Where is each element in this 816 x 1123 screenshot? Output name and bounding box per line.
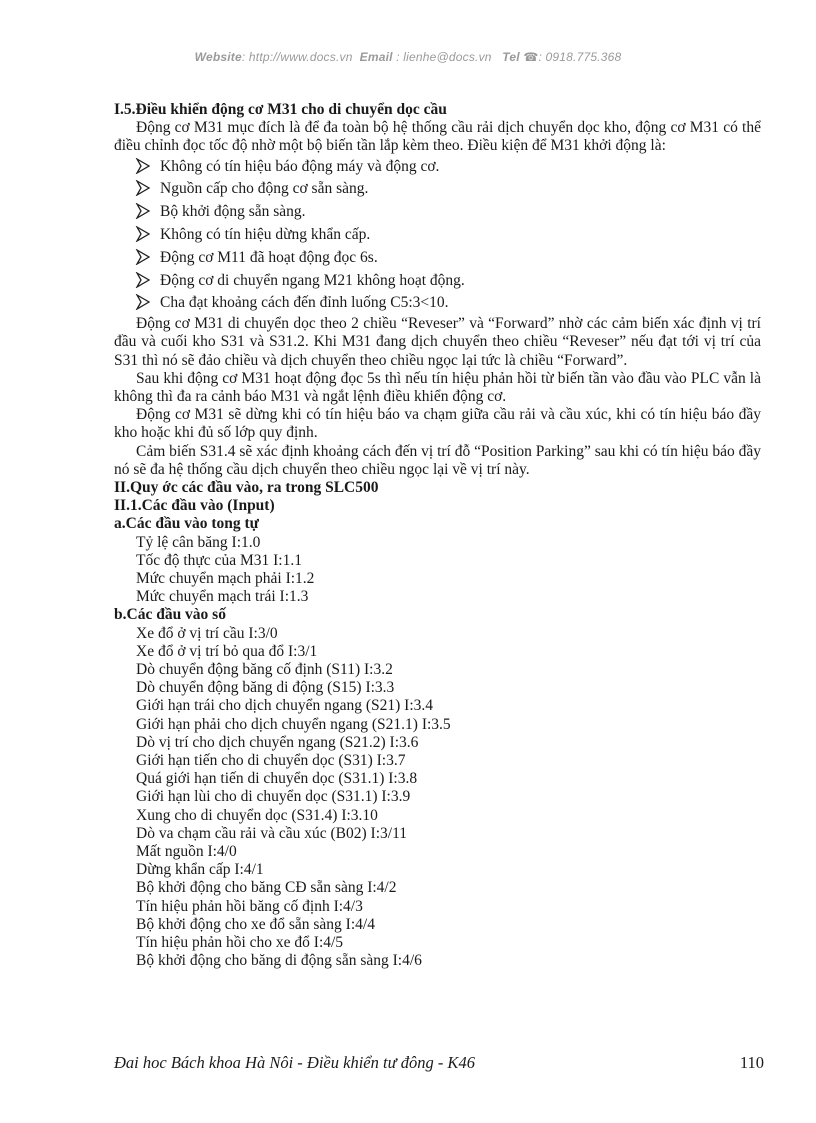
list-item: Dừng khẩn cấp I:4/1 <box>136 861 264 879</box>
phone-icon: ☎ <box>523 50 539 64</box>
start-conditions-list <box>114 156 761 316</box>
list-item: Quá giới hạn tiến di chuyển dọc (S31.1) I:3.8 <box>136 770 418 788</box>
arrow-bullet-icon <box>135 294 151 310</box>
list-item: Nguồn cấp cho động cơ sẵn sàng. <box>114 178 761 201</box>
arrow-bullet-icon <box>135 203 151 219</box>
list-item: Xe đổ ở vị trí bỏ qua đổ I:3/1 <box>136 642 318 660</box>
digital-inputs-list <box>114 625 761 971</box>
list-item: Bộ khởi động cho xe đổ sẵn sàng I:4/4 <box>136 915 375 933</box>
paragraph-parking-sensor: Cảm biến S31.4 sẽ xác định khoảng cách đến vị trí đỗ “Position Parking” sau khi có tín hiệu báo đầy nó sẽ đa hệ thống cầu dịch chuyển theo chiều ngọc lại về vị trí này. <box>114 442 761 478</box>
list-item: Mức chuyển mạch trái I:1.3 <box>136 588 309 606</box>
list-item: Cha đạt khoảng cách đến đỉnh luống C5:3<10. <box>114 292 761 315</box>
list-item: Không có tín hiệu báo động máy và động cơ. <box>114 156 761 179</box>
list-item: Tín hiệu phản hồi cho xe đổ I:4/5 <box>136 934 344 952</box>
paragraph-direction-sensors: Động cơ M31 di chuyển dọc theo 2 chiều “Reveser” và “Forward” nhờ các cảm biến xác định vị trí đầu và cuối kho S31 và S31.2. Khi M31 đang dịch chuyển theo chiều “Reveser” nếu đạt tới vị trí của S31 thì nó sẽ đảo chiều và dịch chuyển theo chiều ngọc lại tức là chiều “Forward”. <box>114 315 761 369</box>
subsection-heading-inputs: II.1.Các đầu vào (Input) <box>114 497 275 515</box>
list-item: Bộ khởi động cho băng CĐ sẵn sàng I:4/2 <box>136 879 397 897</box>
list-item: Tỷ lệ cân băng I:1.0 <box>136 533 261 551</box>
arrow-bullet-icon <box>135 249 151 265</box>
list-item: Xung cho di chuyển dọc (S31.4) I:3.10 <box>136 806 378 824</box>
intro-paragraph: Động cơ M31 mục đích là để đa toàn bộ hệ thống cầu rải dịch chuyển dọc kho, động cơ M31 có thể điều chỉnh đọc tốc độ nhờ một bộ biến tần lắp kèm theo. Điều kiện để M31 khởi động là: <box>114 119 761 155</box>
list-item: Bộ khởi động cho băng di động sẵn sàng I:4/6 <box>136 952 422 970</box>
page-footer <box>114 1053 764 1073</box>
list-item: Giới hạn phải cho dịch chuyển ngang (S21.1) I:3.5 <box>136 715 451 733</box>
website-value: : http://www.docs.vn <box>241 50 353 64</box>
paragraph-stop-conditions: Động cơ M31 sẽ dừng khi có tín hiệu báo va chạm giữa cầu rải và cầu xúc, khi có tín hiệu báo đầy kho hoặc khi đủ số lớp quy định. <box>114 406 761 442</box>
website-label: Website <box>194 50 242 64</box>
digital-inputs-heading: b.Các đầu vào số <box>114 606 226 624</box>
paragraph-feedback-alarm: Sau khi động cơ M31 hoạt động đọc 5s thì nếu tín hiệu phản hồi từ biến tần vào đầu vào PLC vẫn là không thì đa ra cảnh báo M31 và ngắt lệnh điều khiển động cơ. <box>114 369 761 405</box>
list-item: Động cơ di chuyển ngang M21 không hoạt động. <box>114 270 761 293</box>
email-label: Email <box>359 50 393 64</box>
list-item: Mất nguồn I:4/0 <box>136 843 237 861</box>
section-heading-io-conventions: II.Quy ớc các đầu vào, ra trong SLC500 <box>114 479 379 497</box>
arrow-bullet-icon <box>135 158 151 174</box>
list-item: Dò va chạm cầu rải và cầu xúc (B02) I:3/11 <box>136 824 408 842</box>
list-item: Dò chuyển động băng cố định (S11) I:3.2 <box>136 661 393 679</box>
footer-title: Đai hoc Bách khoa Hà Nôi - Điều khiển tư đông - K46 <box>114 1053 475 1072</box>
list-item: Không có tín hiệu dừng khẩn cấp. <box>114 224 761 247</box>
page-header <box>0 50 816 64</box>
list-item: Tín hiệu phản hồi băng cố định I:4/3 <box>136 897 363 915</box>
analog-inputs-heading: a.Các đầu vào tong tự <box>114 515 259 533</box>
list-item: Giới hạn tiến cho di chuyển dọc (S31) I:3.7 <box>136 752 406 770</box>
list-item: Giới hạn trái cho dịch chuyển ngang (S21) I:3.4 <box>136 697 434 715</box>
arrow-bullet-icon <box>135 272 151 288</box>
section-heading-motor-m31: I.5.Điều khiển động cơ M31 cho di chuyển dọc cầu <box>114 101 447 118</box>
tel-label: Tel <box>502 50 520 64</box>
analog-inputs-list <box>114 534 761 607</box>
list-item: Động cơ M11 đã hoạt động đọc 6s. <box>114 247 761 270</box>
list-item: Dò chuyển động băng di động (S15) I:3.3 <box>136 679 395 697</box>
list-item: Tốc độ thực của M31 I:1.1 <box>136 551 302 569</box>
arrow-bullet-icon <box>135 226 151 242</box>
document-body <box>114 101 761 971</box>
tel-value: : 0918.775.368 <box>538 50 622 64</box>
list-item: Dò vị trí cho dịch chuyển ngang (S21.2) I:3.6 <box>136 733 419 751</box>
list-item: Mức chuyển mạch phải I:1.2 <box>136 570 315 588</box>
arrow-bullet-icon <box>135 180 151 196</box>
email-value: : lienhe@docs.vn <box>396 50 492 64</box>
list-item: Bộ khởi động sẵn sàng. <box>114 201 761 224</box>
list-item: Giới hạn lùi cho di chuyển dọc (S31.1) I:3.9 <box>136 788 411 806</box>
list-item: Xe đổ ở vị trí cầu I:3/0 <box>136 624 278 642</box>
page-number: 110 <box>739 1053 764 1072</box>
